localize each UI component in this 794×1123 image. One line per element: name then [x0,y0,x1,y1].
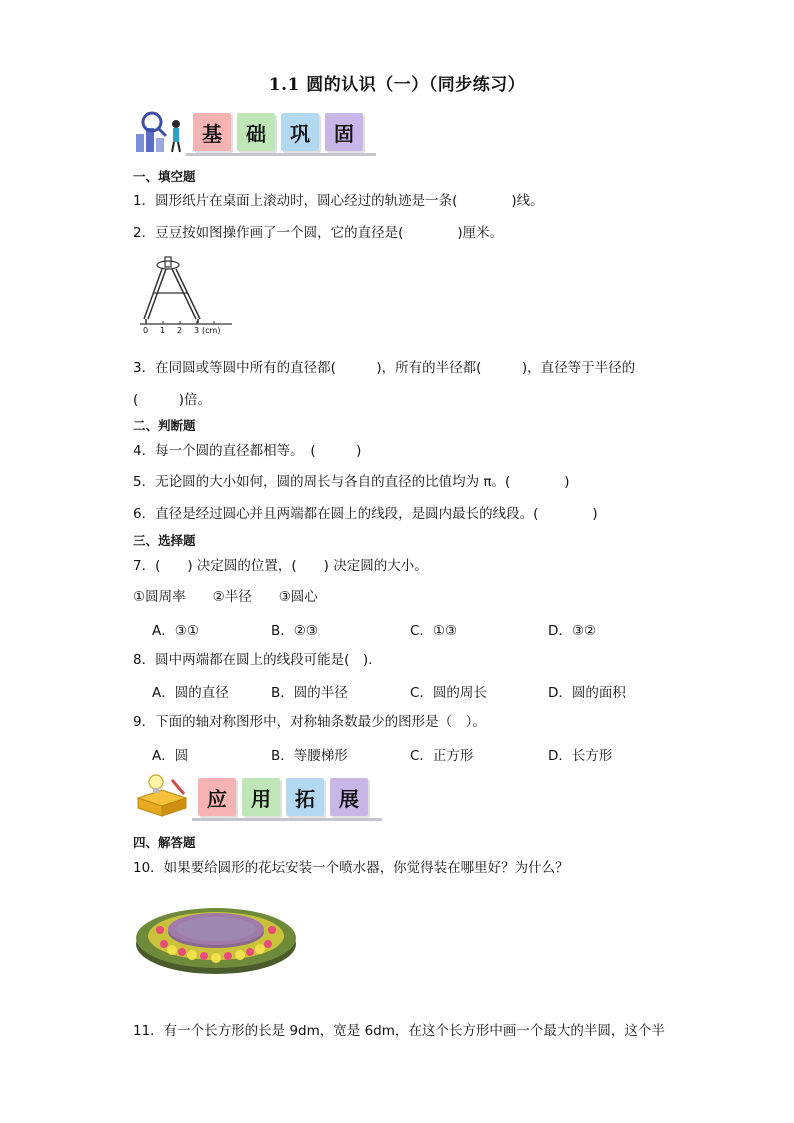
choice-option: A．圆的直径 [152,685,229,701]
banner-tile: 固 [325,113,363,151]
choice-option: B．②③ [271,623,318,639]
question-5: 5．无论圆的大小如何，圆的周长与各自的直径的比值均为 π。( ) [133,474,570,490]
question-8: 8．圆中两端都在圆上的线段可能是( ). [133,652,373,668]
page-title: 1.1 圆的认识（一）（同步练习） [268,75,526,95]
ruler-tick-label: 2 [177,326,183,335]
section-heading: 一、填空题 [133,169,196,184]
question-1: 1．圆形纸片在桌面上滚动时，圆心经过的轨迹是一条( )线。 [133,193,544,209]
choice-option: C．①③ [410,623,458,639]
question-6: 6．直径是经过圆心并且两端都在圆上的线段，是圆内最长的线段。( ) [133,506,598,522]
banner-icon-magnifier [132,110,188,156]
banner-extension [198,778,374,816]
banner-icon-lightbulb-box [132,772,192,818]
choice-option: D．长方形 [548,748,613,764]
choice-option: A．③① [152,623,199,639]
banner-basic [193,113,369,151]
flowerbed-image [134,892,298,982]
section-heading: 四、解答题 [133,835,196,850]
choice-option: A．圆 [152,748,189,764]
banner-tile: 用 [242,778,280,816]
choice-option: C．正方形 [410,748,474,764]
question-7-items: ①圆周率 ②半径 ③圆心 [133,589,318,605]
question-3-line2: ( )倍。 [133,392,212,408]
section-heading: 二、判断题 [133,418,196,433]
banner-underline [192,818,382,821]
banner-tile: 基 [193,113,231,151]
question-7: 7．( ) 决定圆的位置，( ) 决定圆的大小。 [133,558,428,574]
ruler-tick-label: 1 [160,326,166,335]
banner-tile: 拓 [286,778,324,816]
choice-option: D．圆的面积 [548,685,626,701]
ruler-unit-label: (cm) [202,326,221,335]
question-2: 2．豆豆按如图操作画了一个圆，它的直径是( )厘米。 [133,225,504,241]
choice-option: B．等腰梯形 [271,748,348,764]
banner-tile: 础 [237,113,275,151]
banner-tile: 应 [198,778,236,816]
question-9: 9．下面的轴对称图形中，对称轴条数最少的图形是（ ）。 [133,714,486,730]
banner-tile: 巩 [281,113,319,151]
question-3-line1: 3．在同圆或等圆中所有的直径都( )，所有的半径都( )，直径等于半径的 [133,360,636,376]
section-heading: 三、选择题 [133,533,196,548]
ruler-tick-label: 0 [143,326,149,335]
question-4: 4．每一个圆的直径都相等。 ( ) [133,443,362,459]
compass-figure [132,255,236,345]
choice-option: D．③② [548,623,597,639]
banner-underline [186,153,376,156]
ruler-tick-label: 3 [194,326,200,335]
banner-tile: 展 [330,778,368,816]
choice-option: B．圆的半径 [271,685,348,701]
question-11: 11．有一个长方形的长是 9dm，宽是 6dm，在这个长方形中画一个最大的半圆，这个半 [133,1023,665,1039]
choice-option: C．圆的周长 [410,685,487,701]
question-10: 10．如果要给圆形的花坛安装一个喷水器，你觉得装在哪里好？为什么？ [133,860,569,876]
